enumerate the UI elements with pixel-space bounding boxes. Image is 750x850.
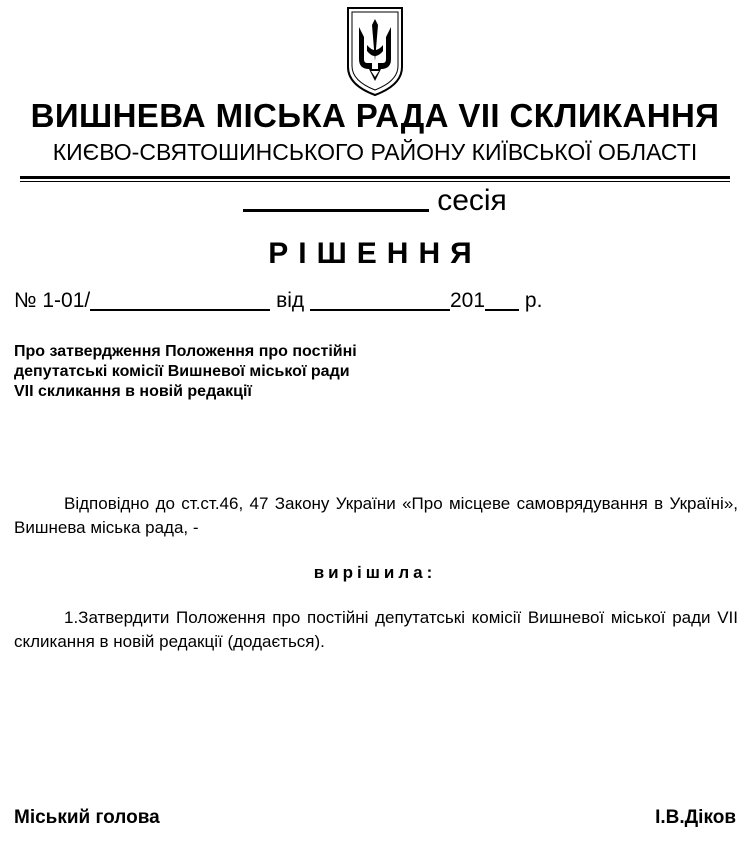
- signature-name: І.В.Діков: [655, 807, 736, 828]
- signature-role: Міський голова: [14, 807, 160, 828]
- coat-of-arms-icon: [345, 5, 405, 97]
- number-prefix: № 1-01/: [14, 289, 91, 312]
- year-suffix: р.: [524, 289, 543, 312]
- document-title: РІШЕННЯ: [268, 237, 482, 270]
- resolution-paragraph: 1.Затвердити Положення про постійні депутатські комісії Вишневої міської ради VII скликання в новій редакції (додається).: [14, 608, 738, 651]
- session-line: [0, 182, 750, 222]
- year-prefix: 201: [450, 289, 486, 312]
- organization-name: ВИШНЕВА МІСЬКА РАДА VII СКЛИКАННЯ: [30, 97, 720, 134]
- date-blank: [310, 289, 450, 311]
- decision-number-line: [14, 287, 734, 315]
- number-blank: [90, 289, 270, 311]
- subject-line: депутатські комісії Вишневої міської ради: [14, 363, 350, 380]
- session-number-blank: [243, 183, 429, 212]
- decided-heading: вирішила:: [313, 563, 437, 582]
- session-label: сесія: [437, 184, 507, 217]
- organization-subtitle: КИЄВО-СВЯТОШИНСЬКОГО РАЙОНУ КИЇВСЬКОЇ ОБЛАСТІ: [52, 139, 698, 165]
- decision-subject: [14, 342, 434, 402]
- preamble-paragraph: Відповідно до ст.ст.46, 47 Закону України «Про місцеве самоврядування в Україні», Вишнева міська рада, -: [14, 494, 738, 537]
- year-blank: [485, 289, 519, 311]
- header-divider-thick: [20, 176, 730, 179]
- subject-line: VII скликання в новій редакції: [14, 383, 252, 400]
- subject-line: Про затвердження Положення про постійні: [14, 343, 357, 360]
- from-label: від: [276, 289, 305, 312]
